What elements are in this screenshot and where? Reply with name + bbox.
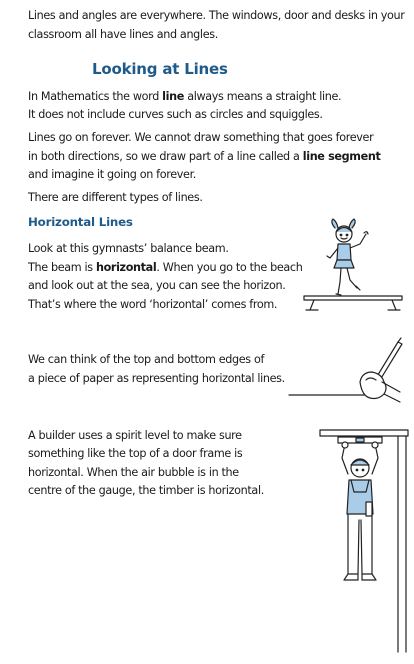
para3-line: There are different types of lines. [28,191,203,204]
para1-line-2: It does not include curves such as circles and squiggles. [28,108,323,121]
para2-line-3: and imagine it going on forever. [28,168,197,181]
paper-line-2: a piece of paper as representing horizontal lines. [28,372,285,385]
para1-text-a: In Mathematics the word [28,90,163,103]
builder-line-2: something like the top of a door frame is [28,447,243,460]
builder-with-spirit-level-illustration [318,428,410,654]
hand-drawing-line-illustration [288,336,406,406]
builder-line-4: centre of the gauge, the timber is horizontal. [28,484,264,497]
paper-line-1: We can think of the top and bottom edges of [28,353,265,366]
para1-text-c: always means a straight line. [184,90,342,103]
beam-line-3: and look out at the sea, you can see the horizon. [28,279,286,292]
beam-line-1: Look at this gymnasts’ balance beam. [28,242,229,255]
section-heading-horizontal-lines: Horizontal Lines [28,215,133,229]
term-horizontal: horizontal [95,261,157,274]
term-line-segment: line segment [302,150,381,163]
intro-line-2: classroom all have lines and angles. [28,28,218,41]
beam-text-c: . When you go to the beach [156,261,303,274]
para1-line-1 [28,87,341,106]
gymnast-on-beam-illustration [300,218,406,318]
builder-line-3: horizontal. When the air bubble is in the [28,466,239,479]
beam-line-4: That’s where the word ‘horizontal’ comes from. [28,298,278,311]
intro-line-1: Lines and angles are everywhere. The windows, door and desks in your [28,9,405,22]
para2-text-a: in both directions, so we draw part of a line called a [28,150,303,163]
para2-line-1: Lines go on forever. We cannot draw something that goes forever [28,131,374,144]
beam-text-a: The beam is [28,261,96,274]
beam-line-2 [28,258,302,277]
term-line: line [162,90,184,103]
builder-line-1: A builder uses a spirit level to make sure [28,429,242,442]
page-title: Looking at Lines [92,60,228,78]
para2-line-2 [28,147,380,166]
